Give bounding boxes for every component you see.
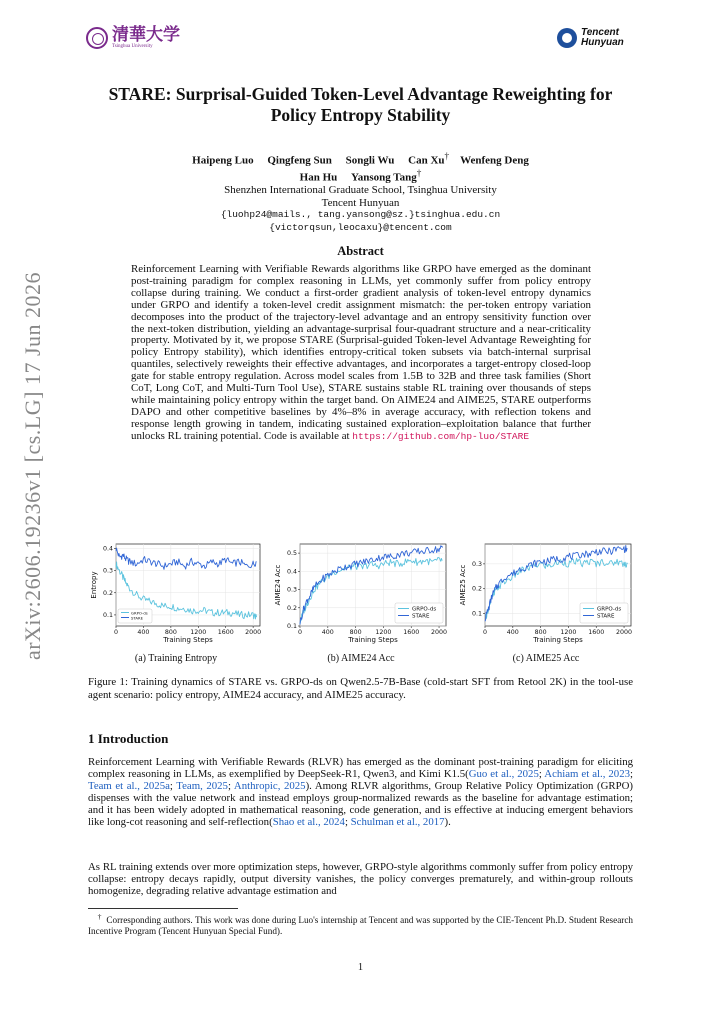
legend-label: STARE (597, 613, 615, 620)
footnote-mark: † (97, 912, 102, 921)
x-tick-label: 2000 (616, 629, 633, 636)
x-tick-label: 400 (506, 629, 519, 636)
citation-link[interactable]: Team, 2025 (176, 779, 228, 792)
dagger-mark: † (416, 168, 422, 179)
x-tick-label: 800 (534, 629, 547, 636)
legend-label: GRPO-ds (412, 606, 437, 613)
y-tick-label: 0.1 (102, 611, 113, 619)
y-tick-label: 0.4 (102, 545, 113, 553)
author-name: Haipeng Luo (192, 154, 254, 167)
y-tick-label: 0.3 (471, 560, 482, 568)
legend-label: GRPO-ds (597, 606, 622, 613)
author-block (60, 150, 661, 234)
subcaption-b: (b) AIME24 Acc (327, 653, 395, 664)
abstract-body (131, 264, 591, 443)
x-tick-label: 1600 (588, 629, 605, 636)
y-tick-label: 0.2 (471, 585, 482, 593)
x-tick-label: 0 (113, 629, 119, 636)
author-line-1 (60, 150, 661, 167)
x-tick-label: 2000 (245, 629, 262, 636)
footnote-rule (88, 908, 238, 909)
email-line-1: {luohp24@mails., tang.yansong@sz.}tsinghua.edu.cn (220, 209, 501, 221)
y-axis-label: AIME24 Acc (274, 564, 282, 606)
legend-label: GRPO-ds (131, 610, 148, 616)
abstract-text: Reinforcement Learning with Verifiable Rewards algorithms like GRPO have emerged as the dominant post-training paradigm for complex reasoning in LLMs, yet commonly suffer from policy entropy collapse during training. We conduct a first-order gradient analysis of token-level entropy dynamics under GRPO and identify a token-level credit assignment mismatch: the per-token entropy variation decomposes into the product of the trajectory-level advantage and an entropy sensitivity function over the next-token distribution, yielding an advantage-surprisal four-quadrant structure and a near-criticality property. Motivated by it, we propose STARE (Surprisal-guided Token-level Advantage Reweighting for policy Entropy stability), which identifies entropy-critical token subsets via batch-internal surprisal quantiles, selectively reweights their effective advantages, and incorporates a target-entropy closed-loop gate for stable entropy regulation. Across model scales from 1.5B to 32B and three task families (Short CoT, Long CoT, and Multi-Turn Tool Use), STARE sustains stable RL training over thousands of steps while maintaining policy entropy within the target band. On AIME24 and AIME25, STARE outperforms DAPO and other competitive baselines by 4%–8% in average accuracy, with reflection tokens and response length growing in tandem, indicating sustained exploration–exploitation balance that further unlocks RL training potential. Code is available at (131, 263, 591, 442)
entropy-chart (86, 538, 266, 650)
abstract-heading: Abstract (337, 244, 384, 258)
arxiv-identifier: arXiv:2606.19236v1 [cs.LG] 17 Jun 2026 (20, 271, 45, 661)
y-tick-label: 0.3 (102, 567, 113, 575)
dagger-mark: † (444, 151, 450, 161)
text-run: ). Among RLVR algorithms, Group Relative Policy Optimization (GRPO) dispenses with the value network and instead employs group-normalized rewards as the baseline for advantage estimation; and it has been widely adopted in mathematical reasoning, code generation, and is effective at inducing emergent behaviors like long-cot reasoning and self-reflection( (88, 779, 633, 828)
author-name: Wenfeng Deng (460, 154, 529, 167)
author-name: Han Hu (299, 171, 338, 184)
y-tick-label: 0.5 (286, 550, 297, 558)
x-tick-label: 1200 (190, 629, 207, 636)
title-line-2: Policy Entropy Stability (270, 105, 451, 125)
y-tick-label: 0.4 (286, 568, 297, 576)
citation-link[interactable]: Achiam et al., 2023 (544, 767, 630, 780)
paper-title (60, 84, 661, 126)
y-tick-label: 0.2 (102, 589, 113, 597)
x-tick-label: 2000 (431, 629, 448, 636)
author-name: Qingfeng Sun (267, 154, 332, 167)
citation-link[interactable]: Schulman et al., 2017 (350, 815, 445, 828)
y-tick-label: 0.1 (471, 610, 482, 618)
affiliation-2: Tencent Hunyuan (321, 196, 400, 209)
tsinghua-logo (86, 26, 180, 49)
y-axis-label: Entropy (90, 571, 98, 599)
subcaption-c: (c) AIME25 Acc (512, 653, 580, 664)
y-tick-label: 0.3 (286, 586, 297, 594)
hunyuan-mark-icon (557, 28, 577, 48)
x-tick-label: 1600 (217, 629, 234, 636)
figure-1 (0, 538, 721, 668)
tsinghua-logo-text: 清華大学 (112, 25, 180, 44)
page-number: 1 (357, 962, 364, 973)
affiliation-1: Shenzhen International Graduate School, Tsinghua University (224, 184, 497, 197)
citation-link[interactable]: Anthropic, 2025 (233, 779, 306, 792)
x-tick-label: 800 (349, 629, 362, 636)
y-axis-label: AIME25 Acc (459, 564, 467, 606)
footnote (88, 911, 633, 937)
intro-paragraph-2: As RL training extends over more optimization steps, however, GRPO-style algorithms commonly suffer from policy entropy collapse: entropy decays rapidly, output diversity vanishes, the policy converges prematurely, and within-group rollouts homogenize, degrading relative advantage estimation and (88, 861, 633, 897)
aime24-chart (270, 538, 452, 650)
author-name: Songli Wu (345, 154, 395, 167)
series-line-stare (116, 548, 257, 569)
legend-label: STARE (412, 613, 430, 620)
x-axis-label: Training Steps (533, 636, 583, 644)
x-tick-label: 400 (137, 629, 150, 636)
citation-link[interactable]: Shao et al., 2024 (272, 815, 345, 828)
citation-link[interactable]: Guo et al., 2025 (468, 767, 539, 780)
x-axis-label: Training Steps (348, 636, 398, 644)
x-tick-label: 1600 (403, 629, 420, 636)
author-line-2 (60, 167, 661, 184)
footnote-text: Corresponding authors. This work was done during Luo's internship at Tencent and was supported by the CIE-Tencent Ph.D. Student Research Incentive Program (Tencent Hunyuan Special Fund). (88, 915, 634, 937)
tsinghua-seal-icon (86, 27, 108, 49)
title-line-1: STARE: Surprisal-Guided Token-Level Advantage Reweighting for (108, 84, 613, 104)
tsinghua-logo-subtext: Tsinghua University (112, 44, 153, 49)
intro-paragraph-1: Reinforcement Learning with Verifiable Rewards (RLVR) has emerged as the dominant post-training paradigm for eliciting complex reasoning in LLMs, as exemplified by DeepSeek-R1, Qwen3, and Kimi K1.5(Guo et al., 2025; Achiam et al., 2023; Team et al., 2025a; Team, 2025; Anthropic, 2025). Among RLVR algorithms, Group Relative Policy Optimization (GRPO) dispenses with the value network and instead employs group-normalized rewards as the baseline for advantage estimation; and it has been widely adopted in mathematical reasoning, code generation, and is effective at inducing emergent behaviors like long-cot reasoning and self-reflection(Shao et al., 2024; Schulman et al., 2017). (88, 756, 633, 828)
x-tick-label: 800 (164, 629, 177, 636)
author-name: Yansong Tang (351, 171, 417, 184)
x-tick-label: 400 (321, 629, 334, 636)
tencent-logo-text: Tencent (581, 27, 619, 38)
x-tick-label: 1200 (375, 629, 392, 636)
author-name: Can Xu (408, 154, 445, 167)
x-axis-label: Training Steps (163, 636, 213, 644)
x-tick-label: 0 (482, 629, 488, 636)
x-tick-label: 1200 (560, 629, 577, 636)
code-link[interactable]: https://github.com/hp-luo/STARE (352, 430, 530, 442)
legend-label: STARE (131, 615, 144, 621)
hunyuan-logo-text: Hunyuan (581, 37, 624, 48)
y-tick-label: 0.1 (286, 623, 297, 630)
figure-caption: Figure 1: Training dynamics of STARE vs. GRPO-ds on Qwen2.5-7B-Base (cold-start SFT from Retool 2K) in the tool-use agent scenario: policy entropy, AIME24 accuracy, and AIME25 accuracy. (88, 676, 633, 701)
subcaption-a: (a) Training Entropy (134, 653, 218, 664)
aime25-chart (455, 538, 637, 650)
x-tick-label: 0 (297, 629, 303, 636)
text-run: ). (444, 815, 451, 828)
tencent-hunyuan-logo (557, 28, 624, 48)
citation-link[interactable]: Team et al., 2025a (88, 779, 170, 792)
email-line-2: {victorqsun,leocaxu}@tencent.com (269, 221, 452, 233)
y-tick-label: 0.2 (286, 604, 297, 612)
text-run: Reinforcement Learning with Verifiable Rewards (RLVR) has emerged as the dominant post-training paradigm for eliciting complex reasoning in LLMs, as exemplified by DeepSeek-R1, Qwen3, and Kimi K1.5( (88, 756, 633, 780)
section-heading-introduction: 1 Introduction (88, 731, 169, 746)
